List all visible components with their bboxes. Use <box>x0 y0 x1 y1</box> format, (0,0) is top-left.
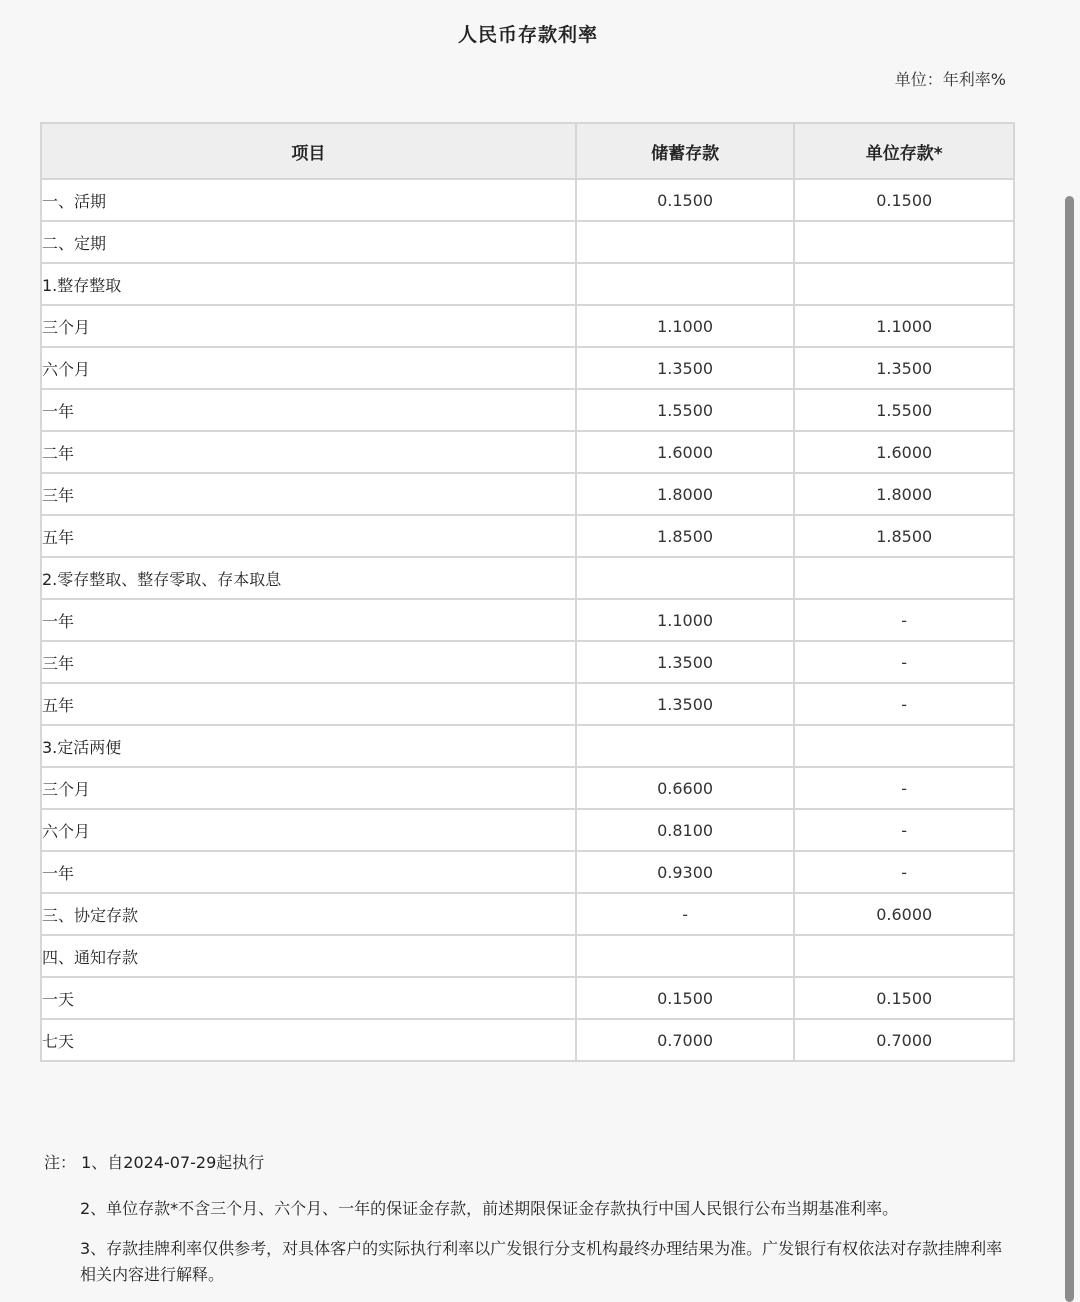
table-row <box>41 641 1014 683</box>
savings-rate <box>576 221 795 263</box>
table-row <box>41 263 1014 305</box>
savings-rate: 1.3500 <box>576 641 795 683</box>
row-label: 2.零存整取、整存零取、存本取息 <box>41 557 576 599</box>
table-row <box>41 389 1014 431</box>
savings-rate <box>576 557 795 599</box>
table-row <box>41 305 1014 347</box>
deposit-rate-table <box>40 122 1015 1062</box>
note-effective-date: 注： 1、自2024-07-29起执行 <box>44 1153 265 1172</box>
savings-rate: 1.1000 <box>576 599 795 641</box>
note-disclaimer: 3、存款挂牌利率仅供参考，对具体客户的实际执行利率以广发银行分支机构最终办理结果为准。广发银行有权依法对存款挂牌利率相关内容进行解释。 <box>80 1239 1003 1284</box>
table-row <box>41 809 1014 851</box>
header-corporate: 单位存款* <box>794 123 1014 179</box>
row-label: 1.整存整取 <box>41 263 576 305</box>
savings-rate: 1.8000 <box>576 473 795 515</box>
corporate-rate: 1.8500 <box>794 515 1014 557</box>
table-row <box>41 347 1014 389</box>
row-label: 三、协定存款 <box>41 893 576 935</box>
savings-rate: 0.9300 <box>576 851 795 893</box>
corporate-rate: 1.8000 <box>794 473 1014 515</box>
table-row <box>41 893 1014 935</box>
table-row <box>41 851 1014 893</box>
corporate-rate: 1.5500 <box>794 389 1014 431</box>
corporate-rate <box>794 557 1014 599</box>
savings-rate: - <box>576 893 795 935</box>
table-row <box>41 767 1014 809</box>
note-corporate-deposit: 2、单位存款*不含三个月、六个月、一年的保证金存款，前述期限保证金存款执行中国人民银行公布当期基准利率。 <box>80 1199 899 1218</box>
corporate-rate: 1.3500 <box>794 347 1014 389</box>
header-savings: 储蓄存款 <box>576 123 795 179</box>
savings-rate: 0.8100 <box>576 809 795 851</box>
corporate-rate: 0.7000 <box>794 1019 1014 1061</box>
table-row <box>41 221 1014 263</box>
savings-rate: 1.8500 <box>576 515 795 557</box>
savings-rate: 1.6000 <box>576 431 795 473</box>
savings-rate: 1.3500 <box>576 683 795 725</box>
savings-rate <box>576 263 795 305</box>
row-label: 二、定期 <box>41 221 576 263</box>
corporate-rate: - <box>794 851 1014 893</box>
savings-rate: 0.7000 <box>576 1019 795 1061</box>
savings-rate <box>576 935 795 977</box>
row-label: 四、通知存款 <box>41 935 576 977</box>
corporate-rate: - <box>794 809 1014 851</box>
row-label: 三个月 <box>41 767 576 809</box>
row-label: 五年 <box>41 515 576 557</box>
row-label: 六个月 <box>41 809 576 851</box>
page-title: 人民币存款利率 <box>457 24 598 46</box>
table-row <box>41 557 1014 599</box>
vertical-scrollbar[interactable] <box>1065 196 1074 1302</box>
savings-rate: 0.1500 <box>576 179 795 221</box>
table-row <box>41 515 1014 557</box>
row-label: 三年 <box>41 641 576 683</box>
corporate-rate: - <box>794 683 1014 725</box>
table-row <box>41 977 1014 1019</box>
corporate-rate <box>794 221 1014 263</box>
corporate-rate: 0.1500 <box>794 977 1014 1019</box>
row-label: 一年 <box>41 851 576 893</box>
table-row <box>41 473 1014 515</box>
row-label: 五年 <box>41 683 576 725</box>
corporate-rate: - <box>794 641 1014 683</box>
savings-rate: 1.1000 <box>576 305 795 347</box>
corporate-rate <box>794 935 1014 977</box>
corporate-rate: 1.6000 <box>794 431 1014 473</box>
table-header-row <box>41 123 1014 179</box>
corporate-rate <box>794 263 1014 305</box>
row-label: 一年 <box>41 599 576 641</box>
row-label: 三个月 <box>41 305 576 347</box>
table-row <box>41 179 1014 221</box>
savings-rate: 1.5500 <box>576 389 795 431</box>
savings-rate: 0.1500 <box>576 977 795 1019</box>
corporate-rate <box>794 725 1014 767</box>
corporate-rate: - <box>794 767 1014 809</box>
corporate-rate: 0.6000 <box>794 893 1014 935</box>
row-label: 七天 <box>41 1019 576 1061</box>
table-row <box>41 725 1014 767</box>
row-label: 一年 <box>41 389 576 431</box>
savings-rate: 1.3500 <box>576 347 795 389</box>
row-label: 一天 <box>41 977 576 1019</box>
table-row <box>41 1019 1014 1061</box>
table-row <box>41 935 1014 977</box>
header-item: 项目 <box>41 123 576 179</box>
row-label: 二年 <box>41 431 576 473</box>
table-row <box>41 683 1014 725</box>
table-row <box>41 599 1014 641</box>
corporate-rate: 1.1000 <box>794 305 1014 347</box>
table-row <box>41 431 1014 473</box>
unit-label: 单位：年利率% <box>894 70 1006 89</box>
savings-rate: 0.6600 <box>576 767 795 809</box>
corporate-rate: - <box>794 599 1014 641</box>
savings-rate <box>576 725 795 767</box>
row-label: 三年 <box>41 473 576 515</box>
row-label: 3.定活两便 <box>41 725 576 767</box>
row-label: 一、活期 <box>41 179 576 221</box>
row-label: 六个月 <box>41 347 576 389</box>
corporate-rate: 0.1500 <box>794 179 1014 221</box>
